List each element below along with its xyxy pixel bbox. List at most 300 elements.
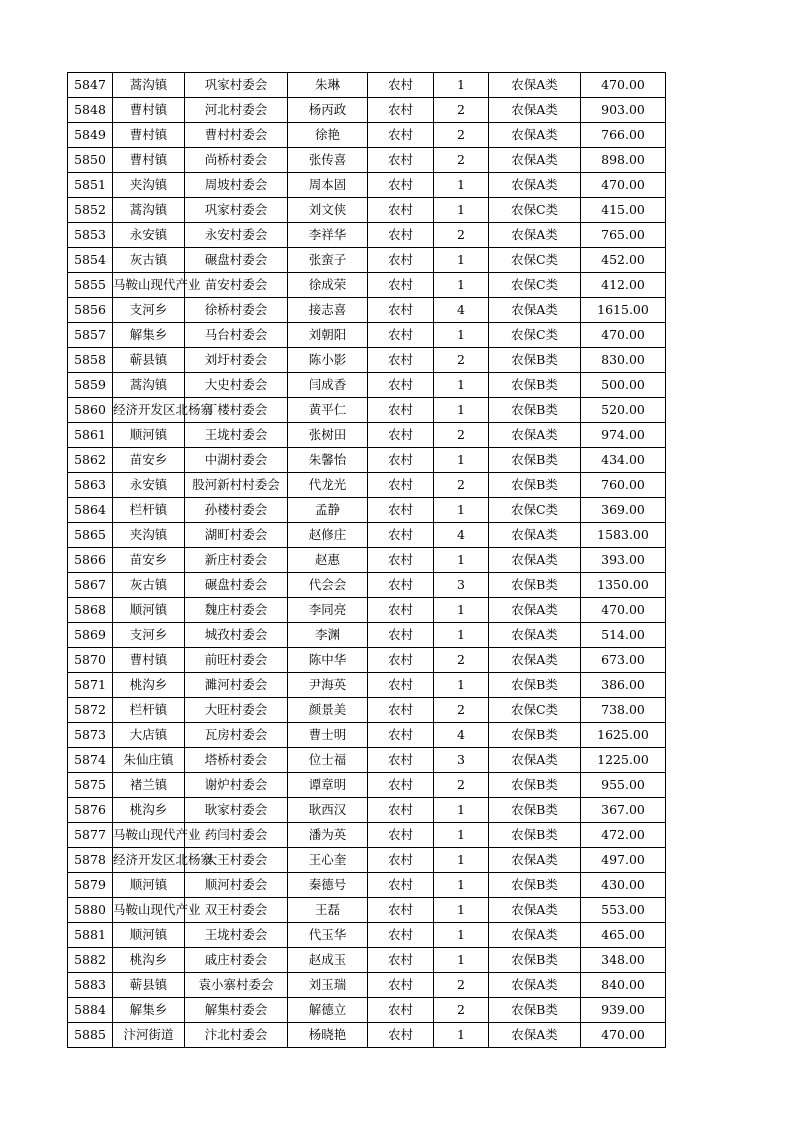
cell-town: 夹沟镇 [113, 523, 185, 548]
table-row [68, 423, 666, 448]
cell-village: 戚庄村委会 [185, 948, 288, 973]
cell-name: 赵修庄 [288, 523, 368, 548]
cell-town: 褚兰镇 [113, 773, 185, 798]
cell-category: 农保A类 [489, 923, 581, 948]
records-table [67, 72, 666, 1048]
cell-amount: 472.00 [581, 823, 666, 848]
table-row [68, 648, 666, 673]
cell-village: 双王村委会 [185, 898, 288, 923]
cell-number: 5877 [68, 823, 113, 848]
cell-amount: 386.00 [581, 673, 666, 698]
cell-name: 杨丙政 [288, 98, 368, 123]
cell-village: 顺河村委会 [185, 873, 288, 898]
cell-category: 农保B类 [489, 998, 581, 1023]
cell-type: 农村 [368, 123, 434, 148]
cell-amount: 452.00 [581, 248, 666, 273]
cell-town: 栏杆镇 [113, 698, 185, 723]
cell-category: 农保B类 [489, 673, 581, 698]
cell-category: 农保A类 [489, 298, 581, 323]
cell-category: 农保C类 [489, 248, 581, 273]
cell-count: 1 [434, 448, 489, 473]
cell-type: 农村 [368, 998, 434, 1023]
cell-amount: 415.00 [581, 198, 666, 223]
cell-number: 5873 [68, 723, 113, 748]
cell-number: 5881 [68, 923, 113, 948]
cell-village: 刘圩村委会 [185, 348, 288, 373]
table-row [68, 323, 666, 348]
cell-name: 黄平仁 [288, 398, 368, 423]
cell-category: 农保B类 [489, 473, 581, 498]
cell-number: 5878 [68, 848, 113, 873]
cell-town: 马鞍山现代产业 [113, 273, 185, 298]
cell-name: 位士福 [288, 748, 368, 773]
cell-name: 李渊 [288, 623, 368, 648]
cell-type: 农村 [368, 648, 434, 673]
cell-count: 2 [434, 998, 489, 1023]
cell-village: 王垅村委会 [185, 423, 288, 448]
cell-type: 农村 [368, 898, 434, 923]
cell-type: 农村 [368, 698, 434, 723]
table-row [68, 723, 666, 748]
cell-number: 5863 [68, 473, 113, 498]
cell-category: 农保A类 [489, 973, 581, 998]
cell-village: 药闫村委会 [185, 823, 288, 848]
cell-number: 5864 [68, 498, 113, 523]
cell-amount: 470.00 [581, 323, 666, 348]
cell-category: 农保B类 [489, 798, 581, 823]
cell-name: 刘文侠 [288, 198, 368, 223]
cell-village: 碾盘村委会 [185, 248, 288, 273]
cell-village: 瓦房村委会 [185, 723, 288, 748]
cell-number: 5847 [68, 73, 113, 98]
cell-category: 农保C类 [489, 273, 581, 298]
cell-amount: 434.00 [581, 448, 666, 473]
cell-amount: 766.00 [581, 123, 666, 148]
cell-name: 杨晓艳 [288, 1023, 368, 1048]
cell-name: 尹海英 [288, 673, 368, 698]
cell-type: 农村 [368, 273, 434, 298]
cell-count: 4 [434, 523, 489, 548]
cell-village: 汴北村委会 [185, 1023, 288, 1048]
table-row [68, 448, 666, 473]
cell-number: 5869 [68, 623, 113, 648]
cell-count: 2 [434, 648, 489, 673]
cell-village: 袁小寨村委会 [185, 973, 288, 998]
cell-category: 农保A类 [489, 848, 581, 873]
cell-town: 永安镇 [113, 223, 185, 248]
cell-amount: 497.00 [581, 848, 666, 873]
cell-amount: 765.00 [581, 223, 666, 248]
table-row [68, 98, 666, 123]
cell-town: 蒿沟镇 [113, 373, 185, 398]
cell-count: 1 [434, 198, 489, 223]
table-row [68, 1023, 666, 1048]
cell-name: 孟静 [288, 498, 368, 523]
cell-type: 农村 [368, 173, 434, 198]
cell-number: 5867 [68, 573, 113, 598]
cell-town: 曹村镇 [113, 648, 185, 673]
cell-name: 王磊 [288, 898, 368, 923]
cell-name: 接志喜 [288, 298, 368, 323]
table-row [68, 248, 666, 273]
cell-type: 农村 [368, 98, 434, 123]
cell-name: 解德立 [288, 998, 368, 1023]
cell-count: 1 [434, 673, 489, 698]
cell-amount: 412.00 [581, 273, 666, 298]
table-row [68, 198, 666, 223]
cell-name: 谭章明 [288, 773, 368, 798]
cell-count: 1 [434, 548, 489, 573]
cell-number: 5874 [68, 748, 113, 773]
cell-town: 马鞍山现代产业 [113, 898, 185, 923]
table-row [68, 173, 666, 198]
cell-category: 农保A类 [489, 523, 581, 548]
cell-name: 李祥华 [288, 223, 368, 248]
cell-amount: 1583.00 [581, 523, 666, 548]
table-body [68, 73, 666, 1048]
cell-number: 5879 [68, 873, 113, 898]
cell-number: 5880 [68, 898, 113, 923]
cell-village: 耿家村委会 [185, 798, 288, 823]
cell-amount: 898.00 [581, 148, 666, 173]
cell-type: 农村 [368, 1023, 434, 1048]
table-row [68, 573, 666, 598]
cell-name: 刘玉瑞 [288, 973, 368, 998]
cell-town: 朱仙庄镇 [113, 748, 185, 773]
cell-category: 农保A类 [489, 223, 581, 248]
cell-town: 曹村镇 [113, 98, 185, 123]
cell-amount: 520.00 [581, 398, 666, 423]
cell-number: 5868 [68, 598, 113, 623]
cell-name: 张树田 [288, 423, 368, 448]
cell-name: 朱琳 [288, 73, 368, 98]
cell-type: 农村 [368, 798, 434, 823]
cell-type: 农村 [368, 423, 434, 448]
cell-type: 农村 [368, 823, 434, 848]
cell-number: 5850 [68, 148, 113, 173]
cell-name: 秦德号 [288, 873, 368, 898]
cell-village: 大史村委会 [185, 373, 288, 398]
cell-type: 农村 [368, 773, 434, 798]
cell-name: 周本固 [288, 173, 368, 198]
cell-name: 曹士明 [288, 723, 368, 748]
cell-number: 5865 [68, 523, 113, 548]
cell-count: 2 [434, 348, 489, 373]
cell-village: 永安村委会 [185, 223, 288, 248]
cell-category: 农保B类 [489, 448, 581, 473]
cell-count: 1 [434, 598, 489, 623]
cell-amount: 830.00 [581, 348, 666, 373]
cell-type: 农村 [368, 448, 434, 473]
cell-village: 谢炉村委会 [185, 773, 288, 798]
cell-town: 经济开发区北杨寨 [113, 398, 185, 423]
cell-number: 5859 [68, 373, 113, 398]
cell-number: 5885 [68, 1023, 113, 1048]
cell-number: 5851 [68, 173, 113, 198]
cell-amount: 1350.00 [581, 573, 666, 598]
cell-count: 3 [434, 573, 489, 598]
cell-amount: 840.00 [581, 973, 666, 998]
cell-amount: 974.00 [581, 423, 666, 448]
cell-count: 1 [434, 398, 489, 423]
table-row [68, 373, 666, 398]
cell-type: 农村 [368, 598, 434, 623]
cell-village: 解集村委会 [185, 998, 288, 1023]
cell-village: 碾盘村委会 [185, 573, 288, 598]
cell-village: 丁楼村委会 [185, 398, 288, 423]
cell-category: 农保B类 [489, 948, 581, 973]
cell-village: 尚桥村委会 [185, 148, 288, 173]
cell-number: 5883 [68, 973, 113, 998]
cell-town: 顺河镇 [113, 923, 185, 948]
cell-number: 5872 [68, 698, 113, 723]
cell-village: 孙楼村委会 [185, 498, 288, 523]
table-row [68, 698, 666, 723]
cell-category: 农保A类 [489, 123, 581, 148]
cell-category: 农保B类 [489, 373, 581, 398]
table-row [68, 923, 666, 948]
cell-amount: 955.00 [581, 773, 666, 798]
cell-name: 刘朝阳 [288, 323, 368, 348]
cell-town: 汴河街道 [113, 1023, 185, 1048]
cell-number: 5855 [68, 273, 113, 298]
cell-name: 代会会 [288, 573, 368, 598]
cell-count: 1 [434, 948, 489, 973]
table-row [68, 748, 666, 773]
cell-number: 5854 [68, 248, 113, 273]
cell-count: 2 [434, 473, 489, 498]
cell-category: 农保C类 [489, 323, 581, 348]
table-row [68, 523, 666, 548]
cell-town: 蕲县镇 [113, 973, 185, 998]
cell-count: 2 [434, 223, 489, 248]
cell-town: 顺河镇 [113, 873, 185, 898]
cell-category: 农保A类 [489, 73, 581, 98]
cell-name: 王心奎 [288, 848, 368, 873]
table-row [68, 798, 666, 823]
cell-name: 潘为英 [288, 823, 368, 848]
cell-name: 闫成香 [288, 373, 368, 398]
cell-name: 张传喜 [288, 148, 368, 173]
table-row [68, 73, 666, 98]
cell-type: 农村 [368, 73, 434, 98]
table-row [68, 998, 666, 1023]
cell-type: 农村 [368, 198, 434, 223]
cell-count: 2 [434, 123, 489, 148]
table-row [68, 473, 666, 498]
table-row [68, 948, 666, 973]
cell-name: 徐艳 [288, 123, 368, 148]
cell-town: 夹沟镇 [113, 173, 185, 198]
cell-village: 前旺村委会 [185, 648, 288, 673]
cell-name: 朱馨怡 [288, 448, 368, 473]
cell-town: 永安镇 [113, 473, 185, 498]
cell-name: 代龙光 [288, 473, 368, 498]
cell-amount: 369.00 [581, 498, 666, 523]
cell-town: 桃沟乡 [113, 948, 185, 973]
cell-category: 农保C类 [489, 498, 581, 523]
cell-category: 农保A类 [489, 423, 581, 448]
cell-number: 5871 [68, 673, 113, 698]
cell-type: 农村 [368, 348, 434, 373]
cell-count: 1 [434, 498, 489, 523]
cell-type: 农村 [368, 848, 434, 873]
cell-count: 2 [434, 698, 489, 723]
table-row [68, 223, 666, 248]
cell-name: 代玉华 [288, 923, 368, 948]
cell-name: 张蛮子 [288, 248, 368, 273]
cell-count: 1 [434, 898, 489, 923]
cell-count: 1 [434, 248, 489, 273]
cell-town: 顺河镇 [113, 598, 185, 623]
cell-name: 赵惠 [288, 548, 368, 573]
cell-number: 5848 [68, 98, 113, 123]
cell-name: 陈中华 [288, 648, 368, 673]
cell-type: 农村 [368, 323, 434, 348]
cell-category: 农保B类 [489, 873, 581, 898]
cell-number: 5849 [68, 123, 113, 148]
cell-town: 蒿沟镇 [113, 73, 185, 98]
cell-category: 农保C类 [489, 698, 581, 723]
cell-category: 农保A类 [489, 148, 581, 173]
table-row [68, 823, 666, 848]
cell-count: 1 [434, 373, 489, 398]
cell-village: 新庄村委会 [185, 548, 288, 573]
cell-amount: 348.00 [581, 948, 666, 973]
cell-number: 5862 [68, 448, 113, 473]
cell-count: 1 [434, 923, 489, 948]
cell-count: 1 [434, 1023, 489, 1048]
cell-type: 农村 [368, 748, 434, 773]
cell-town: 解集乡 [113, 998, 185, 1023]
cell-amount: 393.00 [581, 548, 666, 573]
cell-type: 农村 [368, 923, 434, 948]
cell-village: 苗安村委会 [185, 273, 288, 298]
cell-town: 灰古镇 [113, 248, 185, 273]
cell-village: 王垅村委会 [185, 923, 288, 948]
cell-village: 大王村委会 [185, 848, 288, 873]
cell-count: 4 [434, 298, 489, 323]
cell-village: 股河新村村委会 [185, 473, 288, 498]
cell-category: 农保C类 [489, 198, 581, 223]
cell-count: 1 [434, 323, 489, 348]
cell-type: 农村 [368, 473, 434, 498]
cell-type: 农村 [368, 148, 434, 173]
cell-amount: 553.00 [581, 898, 666, 923]
cell-count: 1 [434, 823, 489, 848]
cell-amount: 738.00 [581, 698, 666, 723]
cell-category: 农保B类 [489, 773, 581, 798]
cell-type: 农村 [368, 223, 434, 248]
table-row [68, 548, 666, 573]
cell-category: 农保A类 [489, 898, 581, 923]
cell-count: 4 [434, 723, 489, 748]
cell-town: 经济开发区北杨寨 [113, 848, 185, 873]
cell-count: 2 [434, 423, 489, 448]
cell-type: 农村 [368, 523, 434, 548]
cell-town: 苗安乡 [113, 448, 185, 473]
cell-amount: 903.00 [581, 98, 666, 123]
table-row [68, 873, 666, 898]
cell-amount: 465.00 [581, 923, 666, 948]
cell-amount: 760.00 [581, 473, 666, 498]
table-row [68, 673, 666, 698]
cell-type: 农村 [368, 398, 434, 423]
cell-count: 1 [434, 273, 489, 298]
cell-amount: 470.00 [581, 73, 666, 98]
cell-count: 1 [434, 73, 489, 98]
cell-number: 5860 [68, 398, 113, 423]
table-row [68, 348, 666, 373]
cell-amount: 430.00 [581, 873, 666, 898]
cell-number: 5866 [68, 548, 113, 573]
cell-town: 苗安乡 [113, 548, 185, 573]
cell-number: 5861 [68, 423, 113, 448]
cell-count: 2 [434, 773, 489, 798]
cell-name: 徐成荣 [288, 273, 368, 298]
cell-village: 城孜村委会 [185, 623, 288, 648]
cell-count: 2 [434, 98, 489, 123]
cell-village: 塔桥村委会 [185, 748, 288, 773]
cell-town: 顺河镇 [113, 423, 185, 448]
cell-name: 李同亮 [288, 598, 368, 623]
cell-name: 赵成玉 [288, 948, 368, 973]
cell-name: 陈小影 [288, 348, 368, 373]
table-row [68, 598, 666, 623]
cell-town: 蒿沟镇 [113, 198, 185, 223]
table-row [68, 148, 666, 173]
cell-count: 2 [434, 973, 489, 998]
cell-count: 1 [434, 873, 489, 898]
cell-town: 桃沟乡 [113, 673, 185, 698]
cell-town: 曹村镇 [113, 123, 185, 148]
cell-town: 马鞍山现代产业 [113, 823, 185, 848]
cell-number: 5852 [68, 198, 113, 223]
cell-category: 农保A类 [489, 173, 581, 198]
cell-number: 5853 [68, 223, 113, 248]
cell-amount: 470.00 [581, 598, 666, 623]
cell-number: 5870 [68, 648, 113, 673]
cell-category: 农保B类 [489, 573, 581, 598]
cell-category: 农保A类 [489, 748, 581, 773]
table-row [68, 848, 666, 873]
cell-village: 巩家村委会 [185, 198, 288, 223]
table-row [68, 973, 666, 998]
cell-village: 湖町村委会 [185, 523, 288, 548]
cell-town: 支河乡 [113, 298, 185, 323]
cell-type: 农村 [368, 548, 434, 573]
cell-village: 徐桥村委会 [185, 298, 288, 323]
cell-count: 1 [434, 173, 489, 198]
cell-amount: 367.00 [581, 798, 666, 823]
cell-type: 农村 [368, 248, 434, 273]
cell-count: 1 [434, 623, 489, 648]
cell-town: 灰古镇 [113, 573, 185, 598]
cell-name: 颜景美 [288, 698, 368, 723]
cell-type: 农村 [368, 723, 434, 748]
cell-category: 农保B类 [489, 398, 581, 423]
cell-amount: 1225.00 [581, 748, 666, 773]
table-row [68, 273, 666, 298]
cell-village: 中湖村委会 [185, 448, 288, 473]
cell-village: 曹村村委会 [185, 123, 288, 148]
cell-town: 栏杆镇 [113, 498, 185, 523]
table-row [68, 298, 666, 323]
cell-category: 农保B类 [489, 823, 581, 848]
cell-type: 农村 [368, 573, 434, 598]
cell-village: 巩家村委会 [185, 73, 288, 98]
cell-category: 农保A类 [489, 598, 581, 623]
